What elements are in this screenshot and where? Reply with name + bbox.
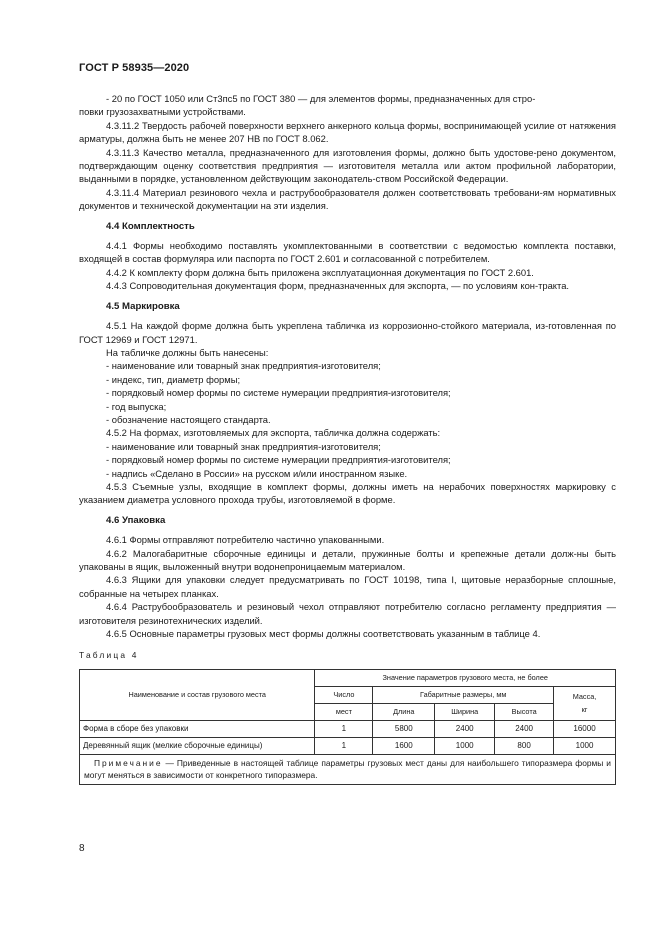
paragraph: 4.6.3 Ящики для упаковки следует предусматривать по ГОСТ 10198, типа I, щитовые неразборные сплошные, собранные на четырех планках. (79, 574, 616, 599)
paragraph: 4.6.5 Основные параметры грузовых мест формы должны соответствовать указанным в таблице 4. (106, 628, 541, 640)
section-heading-4-4: 4.4 Комплектность (106, 220, 195, 232)
list-item: - надпись «Сделано в России» на русском и/или иностранном языке. (106, 467, 408, 479)
cell-length: 5800 (373, 720, 435, 737)
paragraph: 4.4.3 Сопроводительная документация форм, предназначенных для экспорта, — по условиям кон-тракта. (106, 280, 570, 292)
paragraph: 4.4.2 К комплекту форм должна быть приложена эксплуатационная документация по ГОСТ 2.601. (106, 266, 534, 278)
header-values: Значение параметров грузового места, не более (315, 669, 616, 686)
paragraph: На табличке должны быть нанесены: (106, 346, 269, 358)
paragraph: 4.6.1 Формы отправляют потребителю частично упакованными. (106, 534, 385, 546)
list-item: - обозначение настоящего стандарта. (106, 413, 271, 425)
cell-mass: 16000 (554, 720, 616, 737)
table-caption: Таблица 4 (79, 650, 139, 661)
cell-count: 1 (315, 737, 373, 754)
paragraph: 4.3.11.2 Твердость рабочей поверхности верхнего анкерного кольца формы, воспринимающей усилие от натяжения арматуры, должна быть не менее 207 НВ по ГОСТ 8.062. (79, 119, 616, 145)
cell-height: 800 (495, 737, 554, 754)
cell-count: 1 (315, 720, 373, 737)
paragraph: 4.4.1 Формы необходимо поставлять укомплектованными в соответствии с ведомостью комплекта поставки, входящей в состав формуляра или паспорта по ГОСТ 2.601 и согласованной с потребителем. (79, 240, 616, 265)
note-text: — Приведенные в настоящей таблице параметры грузовых мест даны для наибольшего типоразмера формы и могут меняться в зависимости от конкретного типоразмера. (84, 757, 611, 780)
header-count: Число (315, 686, 373, 703)
header-width: Ширина (435, 703, 495, 720)
paragraph: - 20 по ГОСТ 1050 или Ст3пс5 по ГОСТ 380 — для элементов формы, предназначенных для стро- (106, 93, 536, 104)
header-count-unit: мест (315, 703, 373, 720)
list-item: - индекс, тип, диаметр формы; (106, 373, 241, 385)
header-height: Высота (495, 703, 554, 720)
header-dimensions: Габаритные размеры, мм (373, 686, 554, 703)
cell-height: 2400 (495, 720, 554, 737)
header-mass-label: Масса, (572, 691, 597, 701)
section-heading-4-6: 4.6 Упаковка (106, 514, 166, 526)
list-item: - наименование или товарный знак предприятия-изготовителя; (106, 440, 381, 452)
table-row (80, 737, 616, 754)
document-header: ГОСТ Р 58935—2020 (79, 62, 190, 74)
header-mass-unit: кг (581, 705, 588, 715)
list-item: - год выпуска; (106, 400, 167, 412)
section-heading-4-5: 4.5 Маркировка (106, 300, 180, 312)
page-content (79, 92, 616, 785)
cell-width: 1000 (435, 737, 495, 754)
paragraph: 4.5.2 На формах, изготовляемых для экспорта, табличка должна содержать: (106, 427, 441, 439)
paragraph: 4.3.11.3 Качество металла, предназначенного для изготовления формы, должно быть удостове-рено документом, подтверждающим оценку соответствия предприятия — изготовителя металла или актом профильной лаборатории, выданными в порядке, установленном действующим законодатель-ством Российской Федерации. (79, 146, 616, 185)
paragraph: 4.5.1 На каждой форме должна быть укреплена табличка из коррозионно-стойкого материала, из-готовленная по ГОСТ 12969 и ГОСТ 12971. (79, 320, 616, 345)
note-label: Примечание (94, 757, 163, 768)
cell-name: Форма в сборе без упаковки (80, 720, 315, 737)
list-item: - порядковый номер формы по системе нумерации предприятия-изготовителя; (106, 454, 451, 466)
page-number: 8 (79, 843, 85, 854)
paragraph: 4.3.11.4 Материал резинового чехла и раструбообразователя должен соответствовать требовани-ям нормативных документов и технической документации на эти изделия. (79, 186, 616, 212)
paragraph: 4.6.4 Раструбообразователь и резиновый чехол отправляют потребителю согласно регламенту предприятия — изготовителя резинотехнических изделий. (79, 601, 616, 626)
cell-width: 2400 (435, 720, 495, 737)
paragraph: 4.5.3 Съемные узлы, входящие в комплект формы, должны иметь на нерабочих поверхностях маркировку с указанием диаметра условного прохода трубы, изготовляемой в форме. (79, 480, 616, 506)
header-length: Длина (373, 703, 435, 720)
table-row (80, 720, 616, 737)
header-name: Наименование и состав грузового места (80, 669, 315, 720)
header-mass (554, 686, 616, 720)
cell-length: 1600 (373, 737, 435, 754)
paragraph: повки грузозахватными устройствами. (79, 106, 246, 118)
list-item: - порядковый номер формы по системе нумерации предприятия-изготовителя; (106, 387, 451, 399)
cell-name: Деревянный ящик (мелкие сборочные единицы) (80, 737, 315, 754)
table-note (80, 754, 616, 784)
paragraph: 4.6.2 Малогабаритные сборочные единицы и детали, пружинные болты и крепежные детали долж-ны быть упакованы в ящик, выложенный внутри водонепроницаемым материалом. (79, 547, 616, 572)
cell-mass: 1000 (554, 737, 616, 754)
list-item: - наименование или товарный знак предприятия-изготовителя; (106, 360, 381, 372)
cargo-parameters-table (79, 669, 616, 785)
